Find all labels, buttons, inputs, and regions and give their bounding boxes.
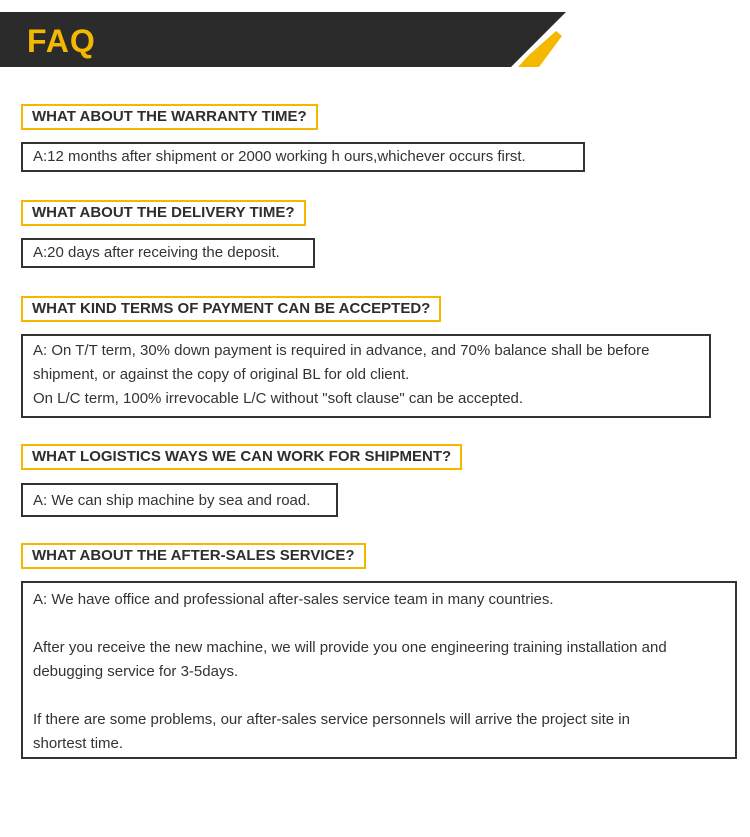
- answer-line: A:12 months after shipment or 2000 working h ours,whichever occurs first.: [33, 148, 526, 165]
- answer-line: If there are some problems, our after-sales service personnels will arrive the project site in: [33, 711, 630, 728]
- faq-question-after-sales: WHAT ABOUT THE AFTER-SALES SERVICE?: [21, 543, 366, 569]
- answer-line: A: We have office and professional after-sales service team in many countries.: [33, 591, 554, 608]
- faq-answer-logistics: [21, 483, 338, 517]
- answer-line: shipment, or against the copy of original BL for old client.: [33, 366, 410, 383]
- answer-line: A: On T/T term, 30% down payment is required in advance, and 70% balance shall be before: [33, 342, 650, 359]
- answer-line: shortest time.: [33, 735, 124, 752]
- paragraph-gap: [33, 612, 725, 636]
- faq-answer-delivery: [21, 238, 315, 268]
- faq-banner: [0, 12, 566, 67]
- faq-question-logistics: WHAT LOGISTICS WAYS WE CAN WORK FOR SHIPMENT?: [21, 444, 462, 470]
- faq-answer-payment: [21, 334, 711, 418]
- faq-answer-warranty: [21, 142, 585, 172]
- paragraph-gap: [33, 684, 725, 708]
- faq-question-payment: WHAT KIND TERMS OF PAYMENT CAN BE ACCEPTED?: [21, 296, 441, 322]
- answer-line: On L/C term, 100% irrevocable L/C without "soft clause" can be accepted.: [33, 390, 524, 407]
- faq-answer-after-sales: [21, 581, 737, 759]
- answer-line: After you receive the new machine, we will provide you one engineering training installation and: [33, 639, 667, 656]
- faq-question-delivery: WHAT ABOUT THE DELIVERY TIME?: [21, 200, 306, 226]
- answer-line: A: We can ship machine by sea and road.: [33, 492, 311, 509]
- answer-line: debugging service for 3-5days.: [33, 663, 239, 680]
- page-title: FAQ: [27, 23, 96, 59]
- faq-question-warranty: WHAT ABOUT THE WARRANTY TIME?: [21, 104, 318, 130]
- answer-line: A:20 days after receiving the deposit.: [33, 244, 280, 261]
